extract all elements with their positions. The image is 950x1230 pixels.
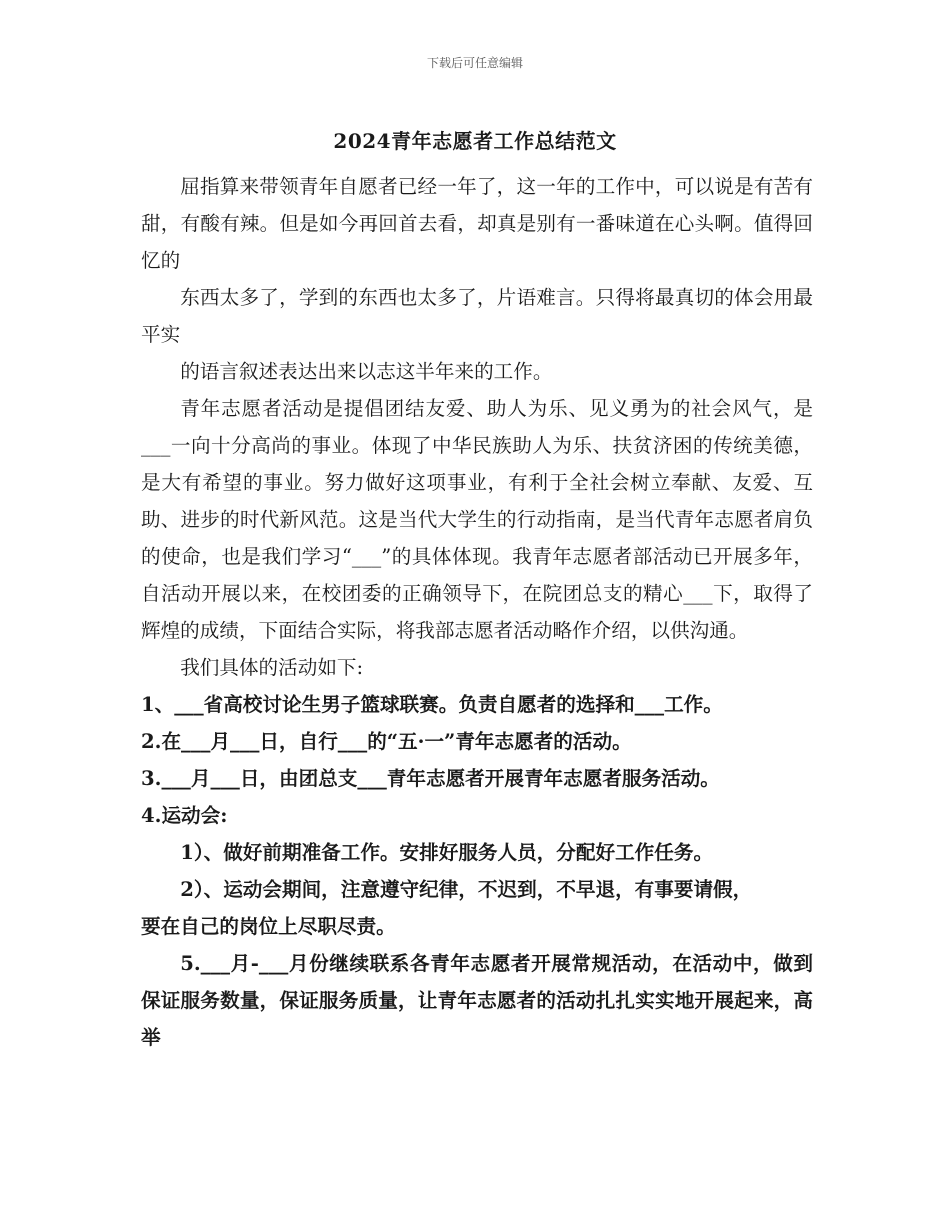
activity-item: 1、___省高校讨论生男子篮球联赛。负责自愿者的选择和___工作。 bbox=[141, 693, 723, 716]
activity-subitem: 1）、做好前期准备工作。安排好服务人员，分配好工作任务。 bbox=[180, 841, 714, 864]
activity-item: 3.___月___日，由团总支___青年志愿者开展青年志愿者服务活动。 bbox=[141, 767, 720, 790]
paragraph: 屈指算来带领青年自愿者已经一年了，这一年的工作中，可以说是有苦有甜，有酸有辣。但是如今再回首去看，却真是别有一番味道在心头啊。值得回忆的 bbox=[141, 175, 813, 272]
header-note: 下载后可任意编辑 bbox=[426, 56, 523, 70]
activity-subitem: 2）、运动会期间，注意遵守纪律，不迟到，不早退，有事要请假， bbox=[180, 878, 753, 901]
document-title: 2024青年志愿者工作总结范文 bbox=[333, 129, 617, 153]
activity-item: 5.___月-___月份继续联系各青年志愿者开展常规活动，在活动中，做到保证服务数量，保证服务质量，让青年志愿者的活动扎扎实实地开展起来，高举 bbox=[141, 952, 813, 1049]
activity-item: 2.在___月___日，自行___的“五·一”青年志愿者的活动。 bbox=[141, 730, 632, 753]
paragraph: 我们具体的活动如下: bbox=[180, 656, 364, 679]
paragraph: 东西太多了，学到的东西也太多了，片语难言。只得将最真切的体会用最平实 bbox=[141, 286, 813, 346]
activity-subitem-continued: 要在自己的岗位上尽职尽责。 bbox=[141, 915, 396, 938]
activity-item: 4.运动会: bbox=[141, 804, 228, 827]
paragraph: 青年志愿者活动是提倡团结友爱、助人为乐、见义勇为的社会风气，是___一向十分高尚的事业。体现了中华民族助人为乐、扶贫济困的传统美德，是大有希望的事业。努力做好这项事业，有利于全社会树立奉献、友爱、互助、进步的时代新风范。这是当代大学生的行动指南，是当代青年志愿者肩负的使命，也是我们学习“___”的具体体现。我青年志愿者部活动已开展多年，自活动开展以来，在校团委的正确领导下，在院团总支的精心___下，取得了辉煌的成绩，下面结合实际，将我部志愿者活动略作介绍，以供沟通。 bbox=[141, 397, 813, 642]
paragraph: 的语言叙述表达出来以志这半年来的工作。 bbox=[180, 360, 553, 383]
document-body bbox=[141, 168, 813, 1056]
